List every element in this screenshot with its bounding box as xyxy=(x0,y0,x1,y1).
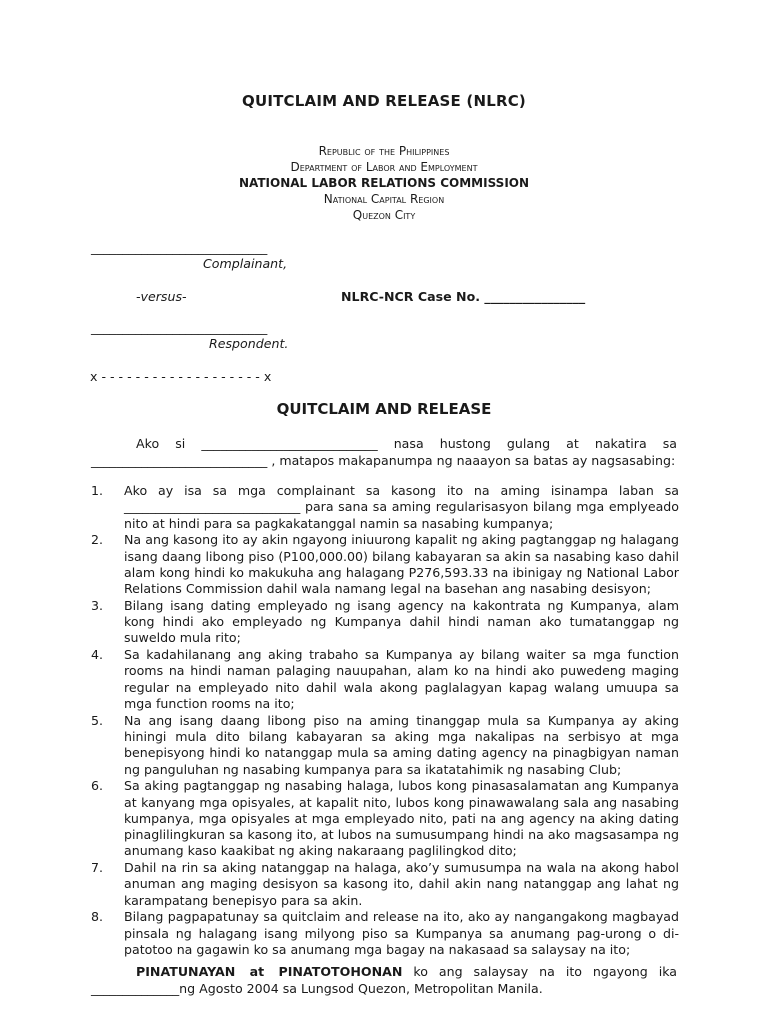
list-item-text: Na ang isang daang libong piso na aming tinanggap mula sa Kumpanya ay aking hiningi mula dito bilang kabayaran sa aking mga nakalipas na serbisyo at mga benepisyong hindi ko natanggap mula sa aming dating agency na pinagbigyan naman ng panguluhan ng nasabing kumpanya para sa ikatatahimik ng nasabing Club; xyxy=(124,712,679,777)
list-item-number: 7. xyxy=(91,860,104,876)
list-item-text: Sa kadahilanang ang aking trabaho sa Kumpanya ay bilang waiter sa mga function rooms na hindi naman palaging nauupahan, alam ko na hindi ako puwedeng maging regular na empleyado nito dahil wala akong paglalagyan kapag walang umuupa sa mga function rooms na ito; xyxy=(124,647,679,712)
header-department: Department of Labor and Employment xyxy=(290,160,478,174)
list-item-text: Bilang pagpapatunay sa quitclaim and release na ito, ako ay nangangakong magbayad pinsala ng halagang isang milyong piso sa Kumpanya sa anumang pag-urong o di-patotoo na gagawin ko sa anumang mga bagay na nakasaad sa salaysay na ito; xyxy=(124,909,679,958)
versus-label: -versus- xyxy=(136,289,187,304)
list-item-number: 8. xyxy=(91,909,104,925)
header-republic: Republic of the Philippines xyxy=(318,144,450,158)
list-item xyxy=(91,860,679,909)
closing-bold-lead: PINATUNAYAN at PINATOTOHONAN xyxy=(136,964,403,979)
list-item-number: 1. xyxy=(91,483,104,498)
list-item-number: 3. xyxy=(91,597,104,613)
list-item-text: Ako ay isa sa mga complainant sa kasong ito na aming isinampa laban sa ____________________________ para sana sa aming regularisasyon bilang mga emplyeado nito at hindi para sa pagkakatanggal namin sa nasabing kumpanya; xyxy=(124,483,679,531)
document-title: QUITCLAIM AND RELEASE (NLRC) xyxy=(242,92,526,110)
header-city: Quezon City xyxy=(352,208,416,222)
caption-separator: x - - - - - - - - - - - - - - - - - - - x xyxy=(90,369,272,384)
list-item-number: 6. xyxy=(91,778,104,794)
list-item xyxy=(91,647,679,712)
list-item-number: 2. xyxy=(91,532,104,548)
closing-text: ko ang salaysay na ito ngayong ika ______________ng Agosto 2004 sa Lungsod Quezon, Metropolitan Manila. xyxy=(91,964,678,996)
intro-paragraph xyxy=(91,435,677,469)
body-title: QUITCLAIM AND RELEASE xyxy=(276,400,492,418)
complainant-label: Complainant, xyxy=(203,256,288,271)
list-item xyxy=(91,483,679,532)
header-region: National Capital Region xyxy=(323,192,445,206)
list-item-text: Sa aking pagtanggap ng nasabing halaga, lubos kong pinasasalamatan ang Kumpanya at kanyang mga opisyales, at kapalit nito, lubos kong pinawawalang sala ang nasabing kumpanya, mga opisyales at mga empleyado nito, pati na ang agency na aking dating pinaglilingkuran sa kasong ito, at lubos na sumusumpang hindi na ako magsasampa ng anumang kaso kaakibat ng aking nakaraang paglilingkod dito; xyxy=(124,778,679,859)
closing-paragraph xyxy=(91,963,677,997)
list-item xyxy=(91,598,679,647)
list-item xyxy=(91,778,679,859)
intro-text: Ako si ____________________________ nasa hustong gulang at nakatira sa ____________________________ , matapos makapanumpa ng naaayon sa batas ay nagsasabing: xyxy=(91,436,677,468)
list-item xyxy=(91,713,679,778)
list-item-number: 5. xyxy=(91,712,104,728)
list-item-text: Na ang kasong ito ay akin ngayong iniuurong kapalit ng aking pagtanggap ng halagang isang daang libong piso (P100,000.00) bilang kabayaran sa akin sa nasabing kaso dahil alam kong hindi ko makukuha ang halagang P276,593.33 na ibinigay ng National Labor Relations Commission dahil wala namang legal na basehan ang nasabing desisyon; xyxy=(124,532,679,597)
document-header xyxy=(0,143,768,223)
respondent-label: Respondent. xyxy=(209,336,289,351)
list-item-text: Dahil na rin sa aking natanggap na halaga, ako’y sumusumpa na wala na akong habol anuman ang maging desisyon sa kasong ito, dahil akin nang natanggap ang lahat ng karampatang benepisyo para sa akin. xyxy=(124,860,679,908)
case-number-label: NLRC-NCR Case No. ________________ xyxy=(341,289,586,304)
list-item-text: Bilang isang dating empleyado ng isang agency na kakontrata ng Kumpanya, alam kong hindi ako empleyado ng Kumpanya dahil hindi naman ako tumatanggap ng suweldo mula rito; xyxy=(124,597,679,646)
list-item xyxy=(91,909,679,958)
complainant-blank: ____________________________ xyxy=(91,240,268,255)
header-commission: NATIONAL LABOR RELATIONS COMMISSION xyxy=(238,176,530,190)
list-item-number: 4. xyxy=(91,647,104,663)
respondent-blank: ____________________________ xyxy=(91,320,268,335)
statement-list xyxy=(91,483,679,959)
list-item xyxy=(91,532,679,597)
